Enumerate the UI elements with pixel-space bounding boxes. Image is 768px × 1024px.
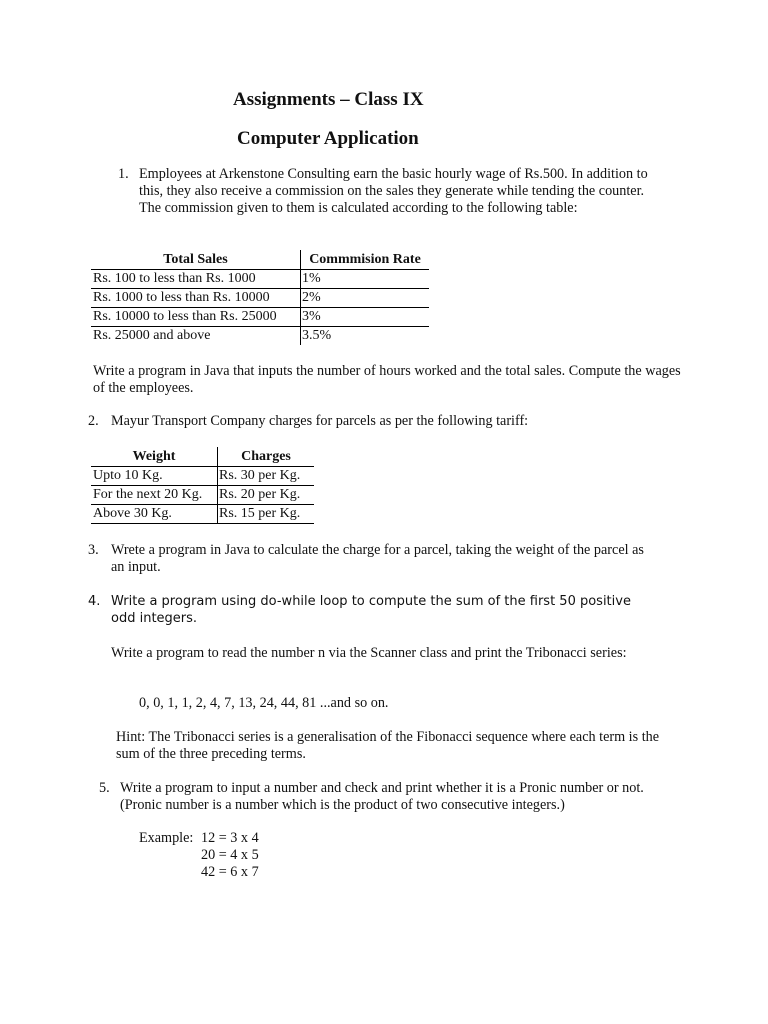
table-cell: Rs. 30 per Kg.: [218, 467, 315, 486]
question-number: 4.: [88, 594, 101, 609]
example-line: 20 = 4 x 5: [201, 847, 259, 863]
table-cell: Rs. 100 to less than Rs. 1000: [91, 270, 301, 289]
table-cell: Rs. 25000 and above: [93, 328, 211, 343]
question-number: 2.: [88, 413, 99, 429]
column-header-total-sales: Total Sales: [91, 250, 301, 270]
table-row: [91, 505, 314, 524]
example-label: Example:: [139, 830, 194, 846]
table-row: [91, 270, 429, 289]
question-number: 3.: [88, 542, 99, 558]
table-cell: Rs. 20 per Kg.: [218, 486, 315, 505]
page-subtitle: Computer Application: [237, 128, 419, 149]
question-number: 5.: [99, 780, 110, 796]
table-cell: 3.5%: [301, 327, 430, 346]
table-row: [91, 308, 429, 327]
table-cell: Above 30 Kg.: [91, 505, 218, 524]
table-row: [91, 486, 314, 505]
table-cell: 3%: [301, 308, 430, 327]
tribonacci-intro: Write a program to read the number n via the Scanner class and print the Tribonacci series:: [111, 645, 627, 661]
question-3-text: Wrete a program in Java to calculate the charge for a parcel, taking the weight of the parcel as an input.: [111, 542, 644, 575]
question-2-text: Mayur Transport Company charges for parcels as per the following tariff:: [111, 413, 529, 429]
table-cell: Rs. 1000 to less than Rs. 10000: [91, 289, 301, 308]
tribonacci-hint: Hint: The Tribonacci series is a generalisation of the Fibonacci sequence where each term is the sum of the three preceding terms.: [116, 729, 660, 762]
question-1-text: Employees at Arkenstone Consulting earn the basic hourly wage of Rs.500. In addition to this, they also receive a commission on the sales they generate while tending the counter. The commission given to them is calculated according to the following table:: [139, 166, 648, 216]
page-title: Assignments – Class IX: [233, 89, 424, 110]
commission-table: [91, 250, 429, 345]
table-cell: Rs. 10000 to less than Rs. 25000: [91, 308, 301, 327]
question-1-task: Write a program in Java that inputs the number of hours worked and the total sales. Compute the wages of the employees.: [93, 363, 681, 396]
table-row: [91, 467, 314, 486]
question-number: 1.: [118, 166, 129, 182]
column-header-commission-rate: Commmision Rate: [301, 250, 430, 270]
table-cell: 2%: [301, 289, 430, 308]
question-5-text: Write a program to input a number and check and print whether it is a Pronic number or not. (Pronic number is a number which is the product of two consecutive integers.): [120, 780, 644, 813]
table-row: [91, 289, 429, 308]
table-cell: Rs. 15 per Kg.: [218, 505, 315, 524]
tariff-table: [91, 447, 314, 524]
example-line: 42 = 6 x 7: [201, 864, 259, 880]
table-header-row: [91, 447, 314, 467]
table-cell: 1%: [301, 270, 430, 289]
question-4-text: Write a program using do-while loop to compute the sum of the first 50 positive odd integers.: [111, 594, 631, 626]
table-cell: For the next 20 Kg.: [91, 486, 218, 505]
column-header-charges: Charges: [218, 447, 315, 467]
column-header-weight: Weight: [91, 447, 218, 467]
example-line: 12 = 3 x 4: [201, 830, 259, 846]
table-cell: Upto 10 Kg.: [91, 467, 218, 486]
tribonacci-series: 0, 0, 1, 1, 2, 4, 7, 13, 24, 44, 81 ...and so on.: [139, 695, 389, 711]
table-row: [91, 327, 429, 346]
table-header-row: [91, 250, 429, 270]
